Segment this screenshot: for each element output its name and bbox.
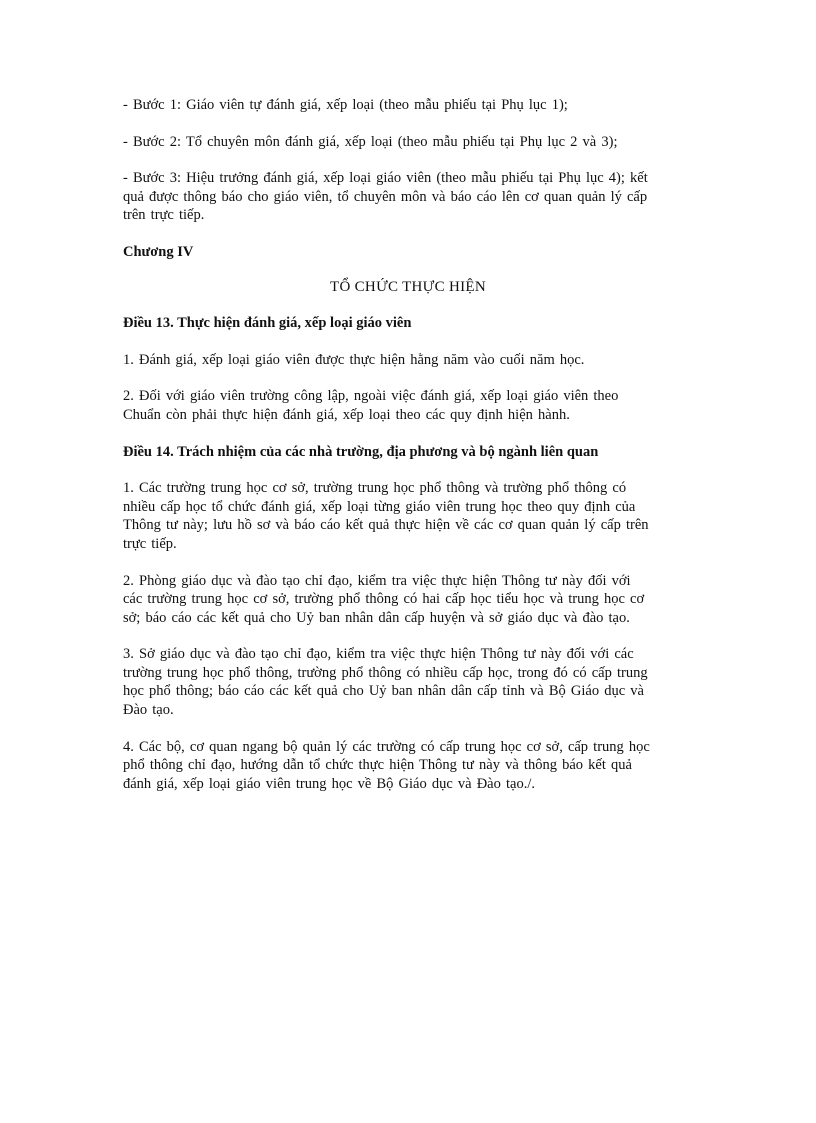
article-13-paragraph-2 [123, 387, 693, 424]
step-3 [123, 169, 693, 225]
article-14-p2-line-1: 2. Phòng giáo dục và đào tạo chỉ đạo, kiểm tra việc thực hiện Thông tư này đối với [123, 572, 631, 589]
step-3-line-3: trên trực tiếp. [123, 207, 205, 224]
article-14-p4-line-2: phổ thông chỉ đạo, hướng dẫn tổ chức thực hiện Thông tư này và thông báo kết quả [123, 757, 632, 774]
article-13-paragraph-1 [123, 351, 693, 370]
article-14-p1-line-1: 1. Các trường trung học cơ sở, trường trung học phổ thông và trường phổ thông có [123, 480, 627, 497]
article-14-p1-line-2: nhiều cấp học tổ chức đánh giá, xếp loại từng giáo viên trung học theo quy định của [123, 498, 636, 515]
document-page [123, 96, 693, 811]
article-14-p3-line-2: trường trung học phổ thông, trường phổ thông có nhiều cấp học, trong đó có cấp trung [123, 664, 648, 681]
article-14-heading: Điều 14. Trách nhiệm của các nhà trường, địa phương và bộ ngành liên quan [123, 443, 599, 460]
article-14-p3-line-4: Đào tạo. [123, 702, 174, 719]
article-14-paragraph-1 [123, 479, 693, 553]
step-3-line-1: - Bước 3: Hiệu trưởng đánh giá, xếp loại giáo viên (theo mẫu phiếu tại Phụ lục 4); kết [123, 170, 648, 187]
article-14-p1-line-3: Thông tư này; lưu hồ sơ và báo cáo kết quả thực hiện về các cơ quan quản lý cấp trên [123, 517, 649, 534]
article-14-p4-line-1: 4. Các bộ, cơ quan ngang bộ quản lý các trường có cấp trung học cơ sở, cấp trung học [123, 738, 650, 755]
article-14-p3-line-3: học phổ thông; báo cáo các kết quả cho Uỷ ban nhân dân cấp tỉnh và Bộ Giáo dục và [123, 683, 644, 700]
article-13-heading: Điều 13. Thực hiện đánh giá, xếp loại giáo viên [123, 315, 412, 332]
article-13-p2-line-1: 2. Đối với giáo viên trường công lập, ngoài việc đánh giá, xếp loại giáo viên theo [123, 388, 619, 405]
article-14-p2-line-3: sở; báo cáo các kết quả cho Uỷ ban nhân dân cấp huyện và sở giáo dục và đào tạo. [123, 609, 630, 626]
article-14-p1-line-4: trực tiếp. [123, 535, 177, 552]
article-14-p3-line-1: 3. Sở giáo dục và đào tạo chỉ đạo, kiểm tra việc thực hiện Thông tư này đối với các [123, 646, 634, 663]
step-1 [123, 96, 693, 115]
article-13-p1-text: 1. Đánh giá, xếp loại giáo viên được thực hiện hằng năm vào cuối năm học. [123, 351, 585, 368]
step-2-text: - Bước 2: Tổ chuyên môn đánh giá, xếp loại (theo mẫu phiếu tại Phụ lục 2 và 3); [123, 133, 618, 150]
step-1-text: - Bước 1: Giáo viên tự đánh giá, xếp loại (theo mẫu phiếu tại Phụ lục 1); [123, 97, 568, 113]
chapter-label: Chương IV [123, 243, 194, 260]
step-2 [123, 133, 693, 152]
article-14-paragraph-2 [123, 572, 693, 628]
article-14-paragraph-3 [123, 645, 693, 719]
article-13-p2-line-2: Chuẩn còn phải thực hiện đánh giá, xếp loại theo các quy định hiện hành. [123, 406, 570, 423]
article-14-p4-line-3: đánh giá, xếp loại giáo viên trung học về Bộ Giáo dục và Đào tạo./. [123, 775, 535, 792]
step-3-line-2: quả được thông báo cho giáo viên, tổ chuyên môn và báo cáo lên cơ quan quản lý cấp [123, 188, 648, 205]
article-14-paragraph-4 [123, 738, 693, 794]
chapter-title: TỔ CHỨC THỰC HIỆN [329, 278, 486, 295]
article-14-p2-line-2: các trường trung học cơ sở, trường phổ thông có hai cấp học tiểu học và trung học cơ [123, 591, 645, 608]
